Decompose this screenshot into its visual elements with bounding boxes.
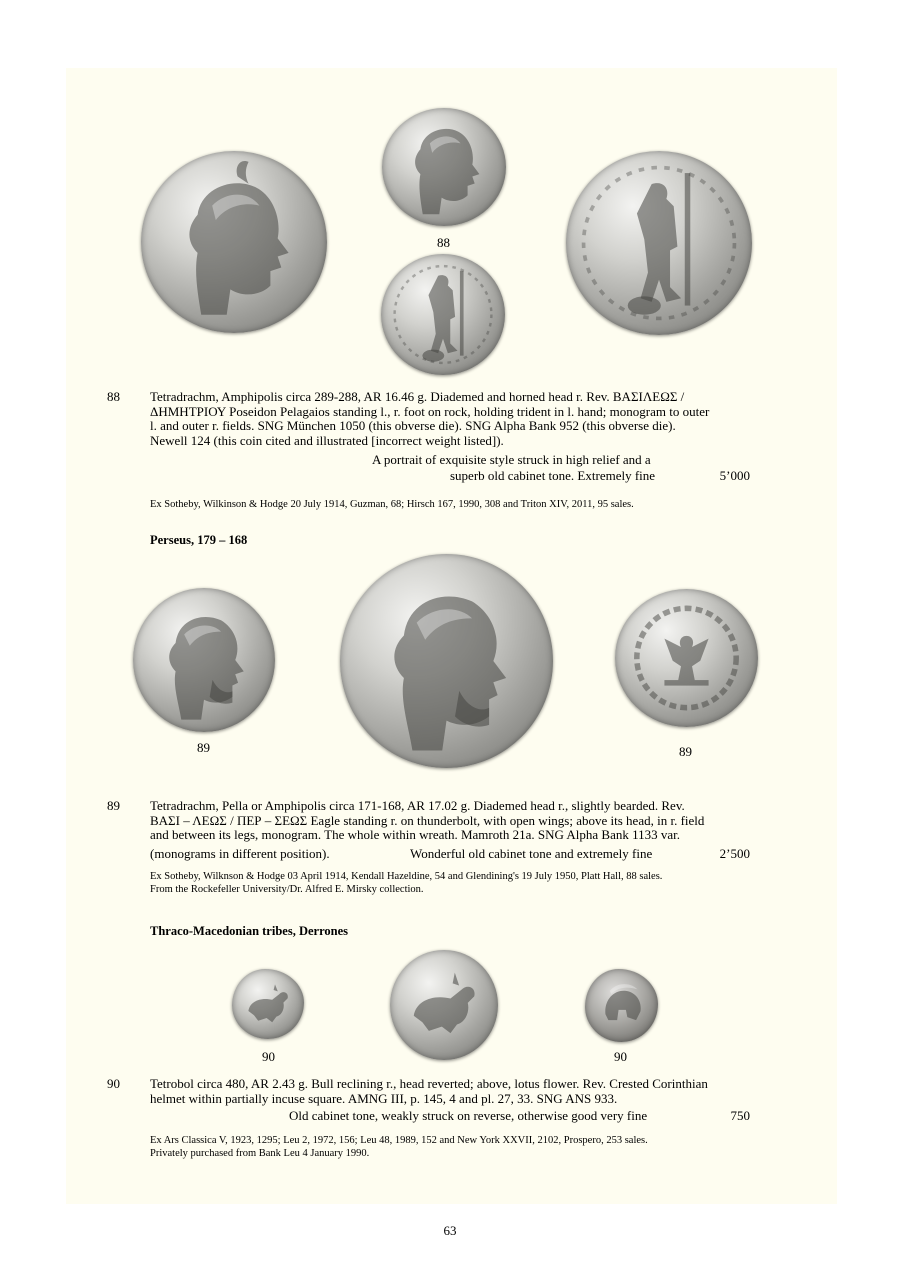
lot-90-provenance bbox=[150, 1134, 760, 1160]
provenance-line: From the Rockefeller University/Dr. Alfred E. Mirsky collection. bbox=[150, 884, 424, 895]
lot-90-estimate: 750 bbox=[730, 1108, 750, 1123]
lot-89-provenance bbox=[150, 870, 760, 896]
standing-poseidon-relief-icon bbox=[566, 151, 752, 335]
standing-poseidon-relief-icon bbox=[381, 254, 505, 375]
coin-89-obverse bbox=[133, 588, 275, 732]
provenance-line: Privately purchased from Bank Leu 4 January 1990. bbox=[150, 1148, 370, 1159]
coin-88-reverse-enlarged bbox=[566, 151, 752, 335]
horned-head-relief-icon bbox=[141, 151, 327, 333]
plate-label-90-right: 90 bbox=[614, 1049, 627, 1064]
provenance-line: Ex Sotheby, Wilkinson & Hodge 20 July 1914, Guzman, 68; Hirsch 167, 1990, 308 and Triton XIV, 2011, 95 sales. bbox=[150, 499, 634, 510]
lot-90-description bbox=[150, 1077, 750, 1106]
coin-89-reverse bbox=[615, 589, 758, 727]
section-heading-derrones: Thraco-Macedonian tribes, Derrones bbox=[150, 924, 349, 938]
lot-88-description bbox=[150, 390, 750, 448]
plate-label-89-right: 89 bbox=[679, 744, 692, 759]
lot-90-remark: Old cabinet tone, weakly struck on reverse, otherwise good very fine bbox=[289, 1108, 648, 1123]
horned-head-relief-icon bbox=[382, 108, 506, 226]
reclining-bull-relief-icon bbox=[390, 950, 498, 1060]
coin-88-obverse bbox=[382, 108, 506, 226]
coin-88-obverse-enlarged bbox=[141, 151, 327, 333]
lot-88-description-line: Tetradrachm, Amphipolis circa 289-288, AR 16.46 g. Diademed and horned head r. Rev. ΒΑΣΙΛΕΩΣ / bbox=[150, 389, 685, 404]
lot-number-88: 88 bbox=[107, 389, 120, 404]
lot-88-remark-line-2: superb old cabinet tone. Extremely fine bbox=[450, 468, 656, 483]
plate-label-89-left: 89 bbox=[197, 740, 210, 755]
bearded-head-relief-icon bbox=[340, 554, 553, 768]
lot-number-90: 90 bbox=[107, 1076, 120, 1091]
lot-90-description-line: helmet within partially incuse square. AMNG III, p. 145, 4 and pl. 27, 33. SNG ANS 933. bbox=[150, 1090, 618, 1106]
coin-89-obverse-enlarged bbox=[340, 554, 553, 768]
lot-89-estimate: 2’500 bbox=[719, 846, 750, 861]
lot-number-89: 89 bbox=[107, 798, 120, 813]
coin-88-reverse bbox=[381, 254, 505, 375]
bearded-head-relief-icon bbox=[133, 588, 275, 732]
lot-88-provenance bbox=[150, 498, 750, 511]
coin-90-obverse-enlarged bbox=[390, 950, 498, 1060]
eagle-in-wreath-relief-icon bbox=[615, 589, 758, 727]
lot-89-description-line: ΒΑΣΙ – ΛΕΩΣ / ΠΕΡ – ΣΕΩΣ Eagle standing r. on thunderbolt, with open wings; above its head, in r. field bbox=[150, 812, 705, 828]
lot-88-remark-line-1: A portrait of exquisite style struck in high relief and a bbox=[372, 452, 651, 467]
lot-88-description-line: Newell 124 (this coin cited and illustrated [incorrect weight listed]). bbox=[150, 432, 504, 448]
lot-88-description-line: l. and outer r. fields. SNG München 1050 (this obverse die). SNG Alpha Bank 952 (this obverse die). bbox=[150, 418, 676, 433]
page-number: 63 bbox=[443, 1223, 457, 1238]
lot-88-description-line: ΔΗΜΗΤΡΙΟΥ Poseidon Pelagaios standing l., r. foot on rock, holding trident in l. hand; monogram to outer bbox=[150, 403, 710, 419]
lot-89-remark: Wonderful old cabinet tone and extremely fine bbox=[410, 846, 653, 861]
lot-89-description-line: and between its legs, monogram. The whole within wreath. Mamroth 21a. SNG Alpha Bank 1133 var. bbox=[150, 827, 681, 842]
coin-90-reverse bbox=[585, 969, 658, 1042]
lot-89-description-line: Tetradrachm, Pella or Amphipolis circa 171-168, AR 17.02 g. Diademed head r., slightly bearded. Rev. bbox=[150, 798, 685, 813]
lot-90-description-line: Tetrobol circa 480, AR 2.43 g. Bull reclining r., head reverted; above, lotus flower. Rev. Crested Corinthian bbox=[150, 1076, 708, 1091]
reclining-bull-relief-icon bbox=[232, 969, 304, 1039]
plate-label-88: 88 bbox=[437, 235, 450, 250]
lot-89-description bbox=[150, 799, 750, 843]
corinthian-helmet-relief-icon bbox=[585, 969, 658, 1042]
lot-88-estimate: 5’000 bbox=[719, 468, 750, 483]
coin-90-obverse bbox=[232, 969, 304, 1039]
plate-label-90-left: 90 bbox=[262, 1049, 275, 1064]
provenance-line: Ex Ars Classica V, 1923, 1295; Leu 2, 1972, 156; Leu 48, 1989, 152 and New York XXVII, 2102, Prospero, 253 sales. bbox=[150, 1135, 648, 1146]
lot-89-description-last-line: (monograms in different position). bbox=[150, 846, 330, 861]
section-heading-perseus: Perseus, 179 – 168 bbox=[150, 533, 248, 547]
provenance-line: Ex Sotheby, Wilknson & Hodge 03 April 1914, Kendall Hazeldine, 54 and Glendining's 19 July 1950, Platt Hall, 88 sales. bbox=[150, 871, 663, 882]
